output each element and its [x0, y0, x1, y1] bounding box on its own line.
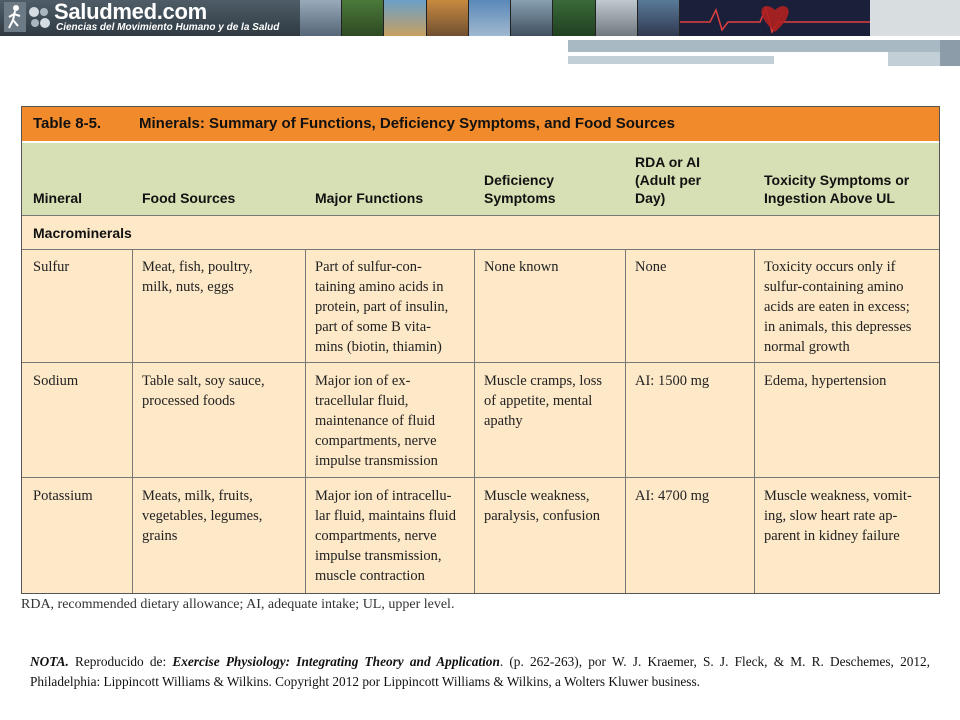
table-header-row: [22, 141, 939, 215]
header-rda: RDA or AI (Adult per Day): [635, 154, 702, 206]
cell-mineral: Sulfur: [33, 259, 70, 275]
cell-food: Table salt, soy sauce, processed foods: [142, 373, 265, 409]
header-food-sources: Food Sources: [142, 190, 236, 206]
cell-toxicity: Muscle weakness, vomit- ing, slow heart rate ap- parent in kidney failure: [764, 488, 912, 544]
minerals-table: [21, 106, 940, 594]
cell-rda: AI: 1500 mg: [635, 373, 710, 389]
table-title-bar: [22, 107, 939, 141]
source-note: NOTA. Reproducido de: Exercise Physiology: Integrating Theory and Application. (p. 262-263), por W. J. Kraemer, S. J. Fleck, & M. R. Deschemes, 2012, Philadelphia: Lippincott Williams & Wilkins. Copyright 2012 por Lippincott Williams & Wilkins, a Wolters Kluwer business.: [30, 654, 930, 689]
cell-deficiency: Muscle cramps, loss of appetite, mental apathy: [484, 373, 602, 429]
cell-functions: Part of sulfur-con- taining amino acids in protein, part of insulin, part of some B vita- mins (biotin, thiamin): [315, 259, 449, 355]
table-footnote: RDA, recommended dietary allowance; AI, adequate intake; UL, upper level.: [21, 597, 455, 612]
cell-food: Meats, milk, fruits, vegetables, legumes, grains: [142, 488, 263, 544]
cell-toxicity: Toxicity occurs only if sulfur-containing amino acids are eaten in excess; in animals, this depresses normal growth: [764, 259, 912, 355]
table-title: Minerals: Summary of Functions, Deficiency Symptoms, and Food Sources: [139, 115, 675, 132]
cell-functions: Major ion of ex- tracellular fluid, maintenance of fluid compartments, nerve impulse transmission: [315, 373, 438, 469]
logo-text: Saludmed.com: [54, 0, 207, 24]
table-number: Table 8-5.: [33, 115, 102, 132]
site-banner: [0, 0, 960, 36]
cell-mineral: Sodium: [33, 373, 79, 389]
banner-photo-strip: [300, 0, 680, 36]
header-deficiency: Deficiency Symptoms: [484, 172, 556, 206]
cell-deficiency: None known: [484, 259, 559, 275]
cell-toxicity: Edema, hypertension: [764, 373, 887, 389]
cell-functions: Major ion of intracellu- lar fluid, maintains fluid compartments, nerve impulse transmission, muscle contraction: [315, 488, 456, 584]
cell-deficiency: Muscle weakness, paralysis, confusion: [484, 488, 600, 524]
nota-label: NOTA.: [30, 654, 69, 669]
header-major-functions: Major Functions: [315, 190, 424, 206]
cell-rda: AI: 4700 mg: [635, 488, 710, 504]
cell-mineral: Potassium: [33, 488, 93, 504]
runner-logo-icon: [4, 2, 26, 32]
section-macrominerals: Macrominerals: [22, 215, 939, 250]
heart-ecg-image: [680, 0, 870, 36]
header-mineral: Mineral: [33, 190, 83, 206]
logo-tagline: Ciencias del Movimiento Humano y de la Salud: [56, 22, 280, 33]
book-title: Exercise Physiology: Integrating Theory and Application: [172, 654, 500, 669]
bubbles-logo-icon: [28, 4, 52, 30]
cell-food: Meat, fish, poultry, milk, nuts, eggs: [142, 259, 253, 295]
cell-rda: None: [635, 259, 667, 275]
banner-runners-image: [870, 0, 960, 36]
header-toxicity: Toxicity Symptoms or Ingestion Above UL: [764, 172, 910, 206]
